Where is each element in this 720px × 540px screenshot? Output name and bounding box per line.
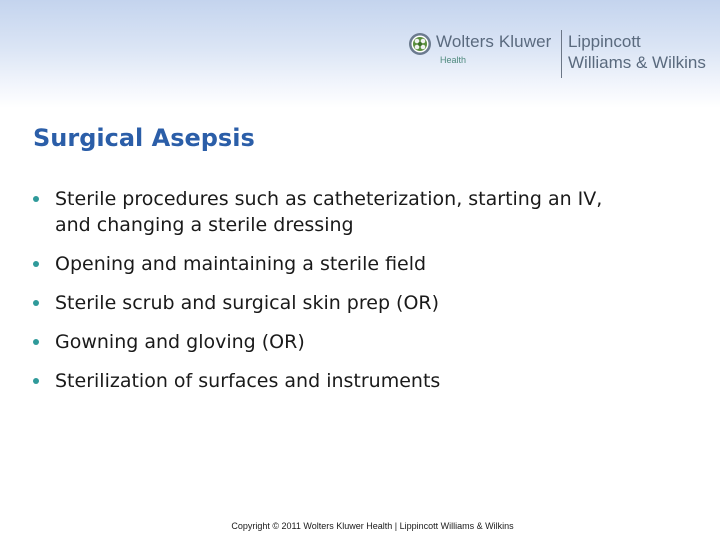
bullet-text: Sterile scrub and surgical skin prep (OR) (55, 292, 440, 314)
bullet-dot-icon (33, 300, 39, 306)
bullet-item (33, 251, 703, 277)
bullet-text: Opening and maintaining a sterile field (55, 253, 427, 275)
imprint-line-2: Williams & Wilkins (568, 53, 706, 72)
imprint-name (568, 31, 706, 73)
bullet-dot-icon (33, 261, 39, 267)
bullet-dot-icon (33, 339, 39, 345)
bullet-text: Sterile procedures such as catheterization, starting an IV, (55, 188, 603, 210)
bullet-dot-icon (33, 378, 39, 384)
imprint-line-1: Lippincott (568, 32, 641, 51)
wolters-kluwer-globe-icon (408, 32, 432, 56)
bullet-list (33, 186, 703, 394)
bullet-text: Sterilization of surfaces and instruments (55, 370, 441, 392)
bullet-item (33, 290, 703, 316)
publisher-logo (408, 28, 718, 84)
bullet-text: Gowning and gloving (OR) (55, 331, 305, 353)
bullet-dot-icon (33, 196, 39, 202)
brand-name: Wolters Kluwer (436, 32, 552, 51)
slide-title: Surgical Asepsis (33, 124, 255, 152)
bullet-item (33, 368, 703, 394)
brand-subtitle: Health (440, 55, 467, 65)
bullet-item (33, 329, 703, 355)
copyright-footer: Copyright © 2011 Wolters Kluwer Health | Lippincott Williams & Wilkins (231, 521, 514, 531)
bullet-text-continued: and changing a sterile dressing (55, 214, 354, 236)
bullet-item (33, 186, 703, 238)
logo-divider (561, 30, 562, 78)
